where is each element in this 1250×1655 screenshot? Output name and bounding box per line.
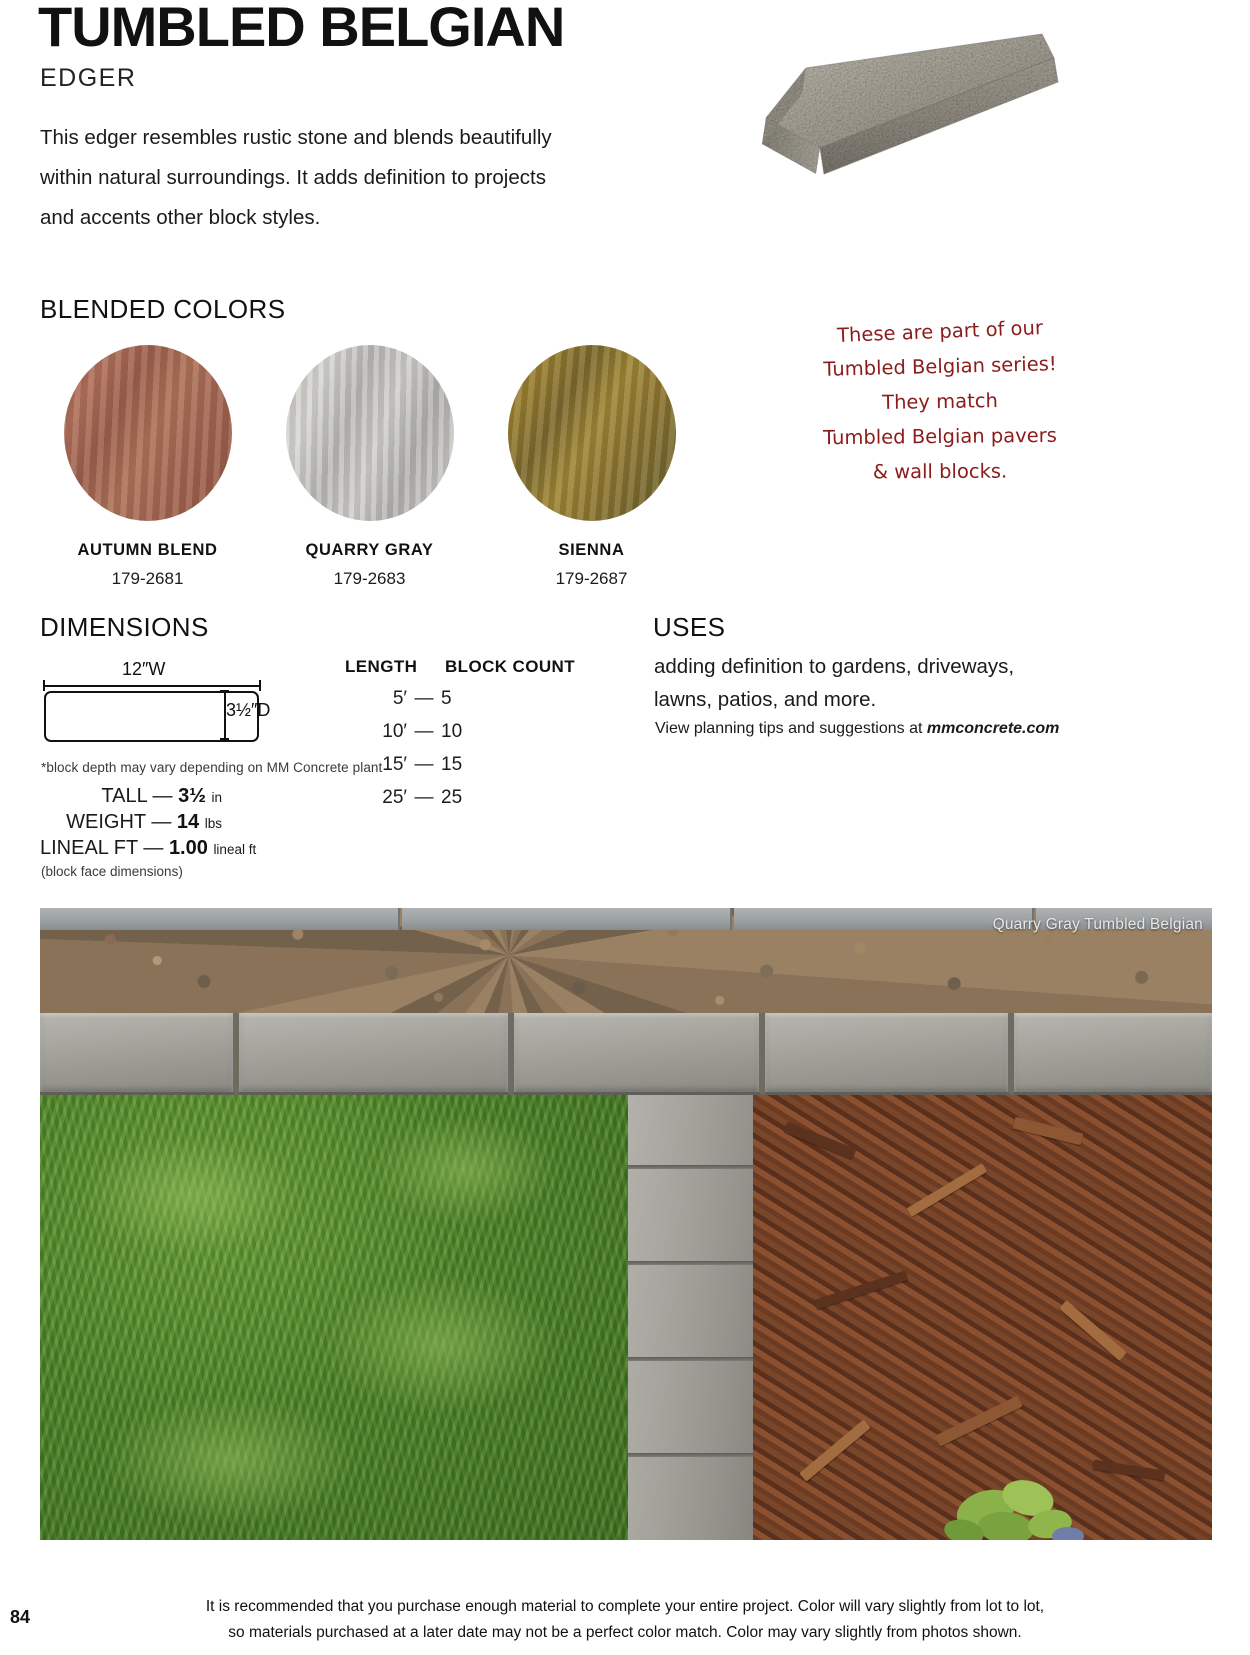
website-link[interactable]: mmconcrete.com — [926, 720, 1060, 737]
cell-dash: — — [414, 721, 434, 742]
footer-disclaimer — [150, 1594, 1100, 1646]
page-subtitle: EDGER — [40, 64, 137, 92]
swatch-sku: 179-2681 — [111, 569, 184, 588]
swatch-label: QUARRY GRAY — [305, 541, 434, 559]
dimension-width-label: 12″W — [122, 659, 166, 679]
column-header-length: LENGTH — [345, 657, 418, 676]
plant-sprout — [934, 1448, 1084, 1540]
swatch-swatch-icon — [286, 345, 454, 521]
swatch-sienna[interactable] — [484, 345, 699, 589]
table-row — [345, 787, 585, 809]
swatch-label: SIENNA — [558, 541, 625, 559]
spec-value: 14 — [176, 811, 200, 833]
footer-line-1: It is recommended that you purchase enough material to complete your entire project. Color will vary slightly from lot to lot, — [205, 1598, 1045, 1615]
swatch-swatch-icon — [64, 345, 232, 521]
spec-unit: lbs — [204, 816, 222, 831]
planning-tips-line — [655, 720, 1115, 738]
product-block-photo — [742, 22, 1072, 192]
cell-length: 25′ — [382, 787, 407, 808]
swatch-autumn-blend[interactable] — [40, 345, 255, 589]
swatch-sku: 179-2687 — [555, 569, 628, 588]
cell-block-count: 10 — [441, 721, 463, 742]
spec-dash: — — [143, 837, 164, 859]
cell-block-count: 5 — [441, 688, 452, 709]
spec-label: LINEAL FT — [40, 837, 138, 859]
table-row — [345, 754, 585, 776]
note-line: These are part of our — [836, 316, 1044, 347]
arrow-line-icon — [44, 685, 259, 687]
cell-dash: — — [414, 754, 434, 775]
installation-photo — [40, 908, 1212, 1540]
handwritten-note — [780, 314, 1100, 489]
vertical-edger-run — [628, 1095, 753, 1540]
spec-unit: lineal ft — [213, 842, 257, 857]
spec-unit: in — [211, 790, 222, 805]
swatch-quarry-gray[interactable] — [262, 345, 477, 589]
edger-block-course — [40, 1013, 1212, 1095]
cell-block-count: 15 — [441, 754, 463, 775]
dimensions-heading: DIMENSIONS — [40, 612, 209, 642]
cell-dash: — — [414, 787, 434, 808]
uses-description: adding definition to gardens, driveways, lawns, patios, and more. — [654, 655, 1015, 711]
cell-length: 15′ — [382, 754, 407, 775]
table-row — [345, 688, 585, 710]
spec-row-lineal-ft — [40, 836, 340, 862]
dimension-depth-label: 3½″D — [226, 700, 271, 720]
arrow-cap-right-icon — [259, 680, 261, 691]
uses-heading: USES — [653, 612, 726, 642]
swatch-label: AUTUMN BLEND — [77, 541, 218, 559]
spec-value: 1.00 — [168, 837, 208, 859]
note-line: Tumbled Belgian series! — [823, 352, 1057, 381]
spec-sub-note: (block face dimensions) — [41, 864, 183, 879]
spec-dash: — — [152, 785, 173, 807]
spec-value: 3½ — [178, 785, 206, 807]
page-number: 84 — [10, 1607, 31, 1627]
color-swatch-group — [40, 345, 680, 588]
length-block-count-table — [345, 657, 585, 809]
note-line: They match — [881, 388, 999, 415]
page-title: TUMBLED BELGIAN — [38, 0, 565, 58]
spec-label: WEIGHT — [66, 811, 146, 833]
footer-line-2: so materials purchased at a later date may not be a perfect color match. Color may vary slightly from photos shown. — [228, 1624, 1022, 1641]
swatch-sku: 179-2683 — [333, 569, 406, 588]
spec-list — [40, 784, 340, 879]
table-row — [345, 721, 585, 743]
spec-dash: — — [151, 811, 172, 833]
cell-block-count: 25 — [441, 787, 463, 808]
cell-length: 10′ — [382, 721, 407, 742]
spec-label: TALL — [101, 785, 147, 807]
note-line: Tumbled Belgian pavers — [822, 423, 1058, 450]
spec-row-weight — [40, 810, 340, 836]
planning-tips-prefix: View planning tips and suggestions at — [655, 720, 927, 737]
width-arrow — [40, 680, 263, 690]
column-header-block-count: BLOCK COUNT — [445, 657, 575, 676]
photo-caption: Quarry Gray Tumbled Belgian — [992, 916, 1203, 933]
spec-row-tall — [40, 784, 340, 810]
swatch-swatch-icon — [508, 345, 676, 521]
cell-dash: — — [414, 688, 434, 709]
dimensions-footnote: *block depth may vary depending on MM Concrete plant — [41, 760, 383, 775]
blended-colors-heading: BLENDED COLORS — [40, 294, 286, 324]
table-header-row — [345, 657, 585, 677]
cell-length: 5′ — [392, 688, 407, 709]
product-description: This edger resembles rustic stone and blends beautifully within natural surroundings. It adds definition to projects and accents other block styles. — [40, 126, 552, 229]
note-line: & wall blocks. — [872, 459, 1008, 484]
lawn-area — [40, 1095, 628, 1540]
